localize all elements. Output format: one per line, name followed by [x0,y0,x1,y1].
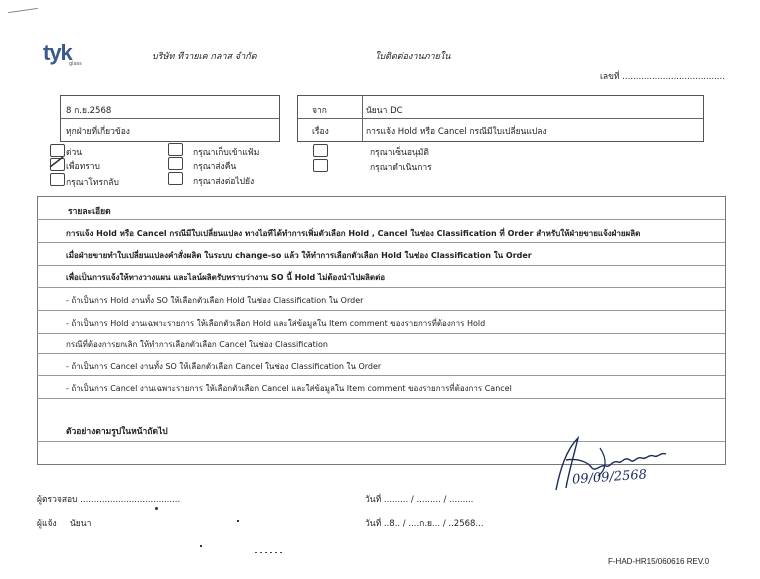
reporter-name: นัยนา [70,519,92,529]
call-back-checkbox[interactable] [50,173,65,186]
for-info-label: เพื่อทราบ [66,162,100,172]
checked-by-label: ผู้ตรวจสอบ ..................................... [37,495,181,505]
subject-value: การแจ้ง Hold หรือ Cancel กรณีมีใบเปลี่ยนแปลง [366,127,547,137]
checked-date: วันที่ ......... / ......... / ......... [365,495,474,505]
from-value: นัยนา DC [366,106,403,116]
details-heading: รายละเอียด [68,207,111,217]
to-value: ทุกฝ่ายที่เกี่ยวข้อง [66,127,130,137]
forward-checkbox[interactable] [168,172,183,185]
row-rule [37,219,725,220]
for-info-checkbox[interactable] [50,158,65,171]
form-code: F-HAD-HR15/060616 REV.0 [608,557,710,566]
approve-label: กรุณาเซ็นอนุมัติ [370,148,429,158]
row-rule [37,265,725,266]
row-rule [37,287,725,288]
scan-speck [155,507,158,510]
detail-line-3: เพื่อเป็นการแจ้งให้ทางวางแผน และไลน์ผลิตรับทราบว่างาน SO นี้ Hold ไม่ต้องนำไปผลิตต่อ [66,273,386,282]
from-subject-divider [297,118,703,119]
check-mark-icon [49,155,65,169]
date-value: 8 ก.ย.2568 [66,106,112,116]
scan-speck [237,520,239,522]
subject-label: เรื่อง [312,127,329,137]
detail-line-8: - ถ้าเป็นการ Cancel งานเฉพาะรายการ ให้เลือกตัวเลือก Cancel และใส่ข้อมูลใน Item comment ของรายการที่ต้องการ Cancel [66,384,512,393]
row-rule [37,310,725,311]
signature-image [548,430,678,500]
document-number: เลขที่ ...................................... [600,72,725,82]
company-logo-sub: glass [69,61,82,67]
proceed-label: กรุณาดำเนินการ [370,163,432,173]
proceed-checkbox[interactable] [313,159,328,172]
company-name: บริษัท ทีวายเค กลาส จำกัด [152,52,257,62]
call-back-label: กรุณาโทรกลับ [66,178,119,188]
company-logo: tyk [43,40,72,65]
row-rule [37,398,725,399]
approve-checkbox[interactable] [313,144,328,157]
from-subject-colsep [362,95,363,141]
scan-speck [200,545,202,547]
row-rule [37,375,725,376]
detail-line-1: การแจ้ง Hold หรือ Cancel กรณีมีใบเปลี่ยนแปลง ทางไอทีได้ทำการเพิ่มตัวเลือก Hold , Cancel ในช่อง Classification ที่ Order สำหรับให้ฝ่ายขายแจ้งฝ่ายผลิต [66,229,641,238]
return-checkbox[interactable] [168,157,183,170]
file-checkbox[interactable] [168,143,183,156]
row-rule [37,242,725,243]
forward-label: กรุณาส่งต่อไปยัง [193,177,255,187]
reporter-label: ผู้แจ้ง [37,519,57,529]
urgent-label: ด่วน [66,148,83,158]
row-rule [37,353,725,354]
detail-line-5: - ถ้าเป็นการ Hold งานเฉพาะรายการ ให้เลือกตัวเลือก Hold และใส่ข้อมูลใน Item comment ของรายการที่ต้องการ Hold [66,319,486,328]
scan-mark [8,8,38,13]
handwritten-date: 09/09/2568 [571,467,648,488]
detail-line-4: - ถ้าเป็นการ Hold งานทั้ง SO ให้เลือกตัวเลือก Hold ในช่อง Classification ใน Order [66,296,364,305]
detail-line-2: เมื่อฝ่ายขายทำใบเปลี่ยนแปลงคำสั่งผลิต ในระบบ change-so แล้ว ให้ทำการเลือกตัวเลือก Hold ในช่อง Classification ใน Order [66,251,532,260]
return-label: กรุณาส่งคืน [193,162,237,172]
example-note: ตัวอย่างตามรูปในหน้าถัดไป [66,427,168,437]
reporter-date: วันที่ ..8.. / ....ก.ย... / ..2568... [365,519,484,529]
detail-line-7: - ถ้าเป็นการ Cancel งานทั้ง SO ให้เลือกตัวเลือก Cancel ในช่อง Classification ใน Order [66,362,382,371]
detail-line-6: กรณีที่ต้องการยกเลิก ให้ทำการเลือกตัวเลือก Cancel ในช่อง Classification [66,340,328,349]
from-label: จาก [312,106,327,116]
row-rule [37,333,725,334]
scan-speck [255,552,285,553]
document-type: ใบติดต่องานภายใน [375,52,451,62]
date-to-divider [60,118,279,119]
file-label: กรุณาเก็บเข้าแฟ้ม [193,148,260,158]
